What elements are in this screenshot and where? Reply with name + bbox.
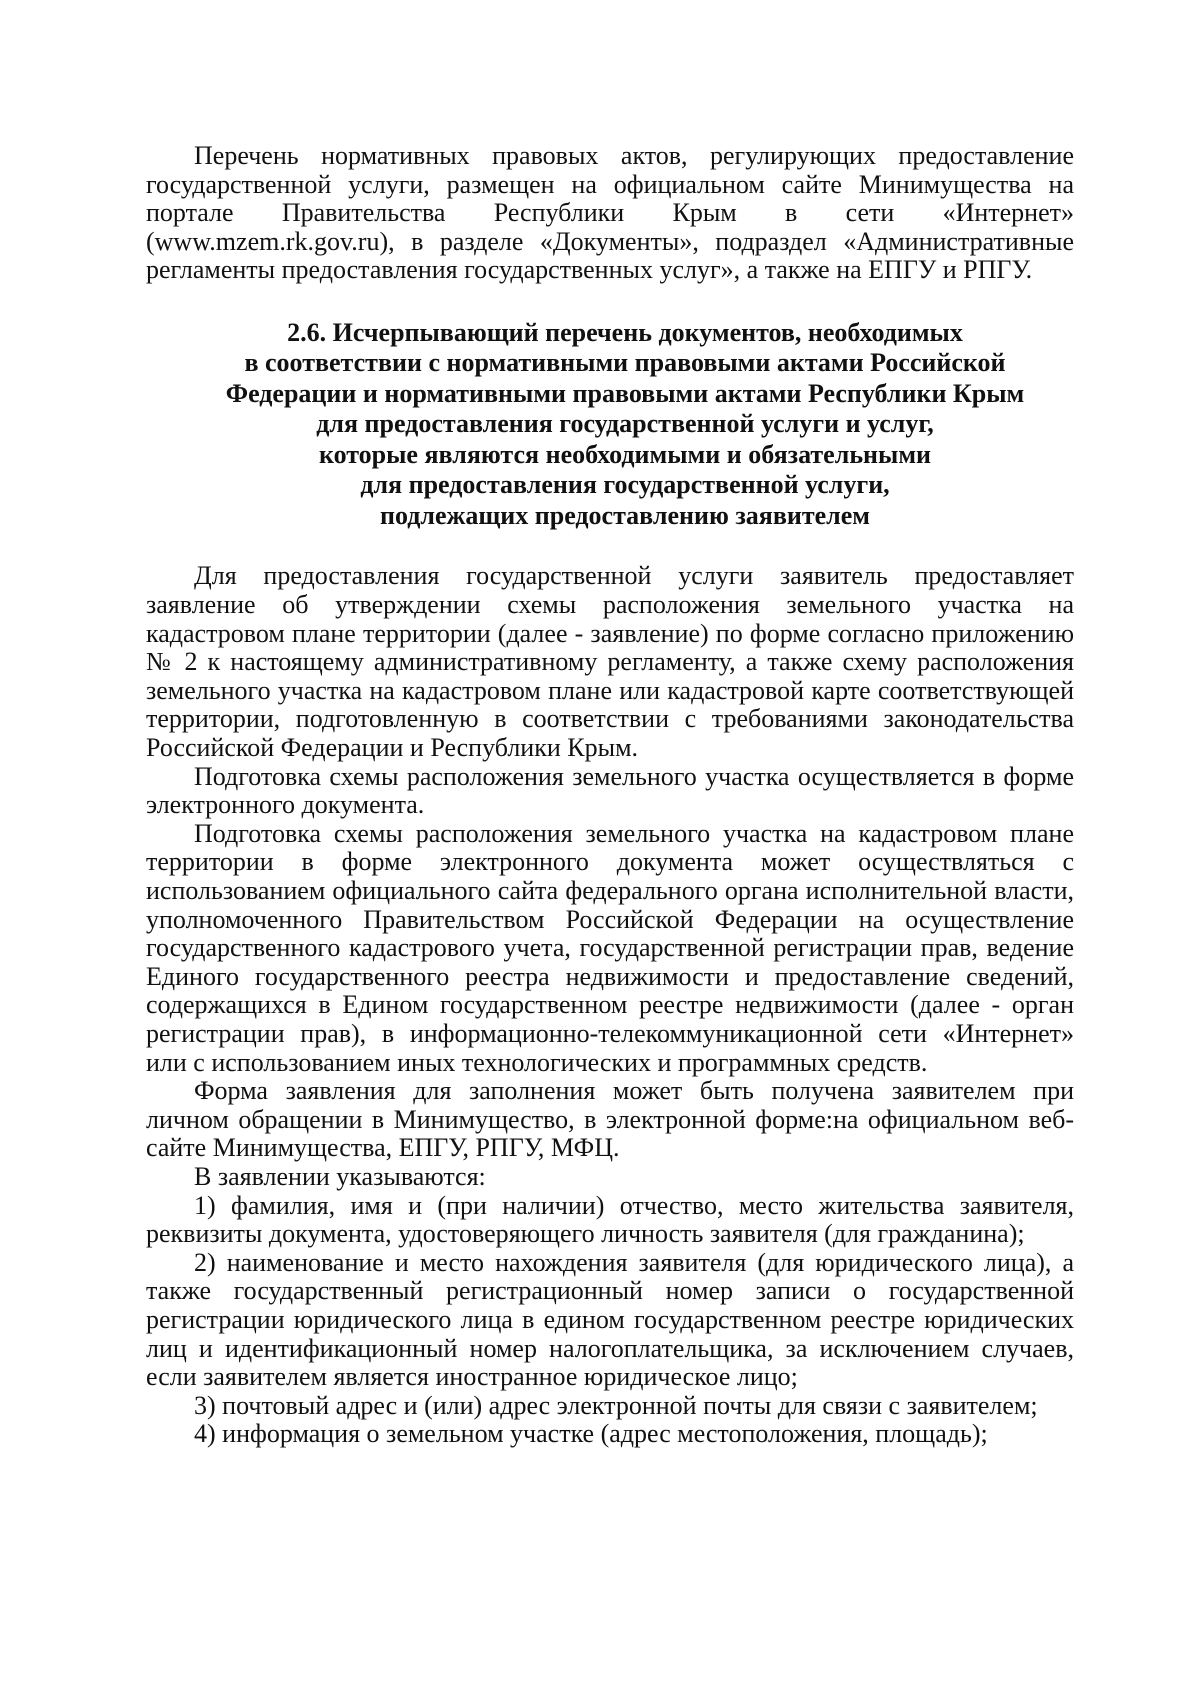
section-heading-line: 2.6. Исчерпывающий перечень документов, необходимых: [287, 317, 963, 347]
body-paragraph: Подготовка схемы расположения земельного участка на кадастровом плане территории в форме электронного документа может осуществляться с использованием официального сайта федерального органа исполнительной власти, уполномоченного Правительством Российской Федерации на осуществление государственного кадастрового учета, государственной регистрации прав, ведение Единого государственного реестра недвижимости и предоставление сведений, содержащихся в Едином государственном реестре недвижимости (далее - орган регистрации прав), в информационно-телекоммуникационной сети «Интернет» или с использованием иных технологических и программных средств.: [146, 818, 1074, 1077]
section-heading-line: для предоставления государственной услуги,: [360, 470, 890, 500]
list-item: 4) информация о земельном участке (адрес местоположения, площадь);: [194, 1419, 988, 1449]
section-heading-line: которые являются необходимыми и обязательными: [318, 439, 932, 469]
body-paragraph: Подготовка схемы расположения земельного участка осуществляется в форме электронного документа.: [146, 761, 1074, 820]
page-content: [146, 142, 1074, 1449]
section-heading-line: для предоставления государственной услуги и услуг,: [316, 409, 934, 439]
body-paragraph: Для предоставления государственной услуги заявитель предоставляет заявление об утверждении схемы расположения земельного участка на кадастровом плане территории (далее - заявление) по форме согласно приложению № 2 к настоящему административному регламенту, а также схему расположения земельного участка на кадастровом плане или кадастровой карте соответствующей территории, подготовленную в соответствии с требованиями законодательства Российской Федерации и Республики Крым.: [146, 561, 1074, 763]
section-heading-line: Федерации и нормативными правовыми актами Республики Крым: [225, 378, 1025, 408]
body-paragraph: Форма заявления для заполнения может быть получена заявителем при личном обращении в Минимущество, в электронной форме:на официальном веб-сайте Минимущества, ЕПГУ, РПГУ, МФЦ.: [146, 1076, 1074, 1163]
intro-paragraph: Перечень нормативных правовых актов, регулирующих предоставление государственной услуги, размещен на официальном сайте Минимущества на портале Правительства Республики Крым в сети «Интернет» (www.mzem.rk.gov.ru), в разделе «Документы», подраздел «Административные регламенты предоставления государственных услуг», а также на ЕПГУ и РПГУ.: [146, 141, 1074, 285]
section-heading-line: подлежащих предоставлению заявителем: [379, 500, 871, 530]
body-paragraph: В заявлении указываются:: [194, 1161, 486, 1191]
list-item: 1) фамилия, имя и (при наличии) отчество, место жительства заявителя, реквизиты документа, удостоверяющего личность заявителя (для гражданина);: [146, 1190, 1074, 1249]
list-item: 3) почтовый адрес и (или) адрес электронной почты для связи с заявителем;: [194, 1390, 1038, 1420]
section-heading-line: в соответствии с нормативными правовыми актами Российской: [244, 348, 1006, 378]
section-heading: [146, 318, 1074, 532]
list-item: 2) наименование и место нахождения заявителя (для юридического лица), а также государственный регистрационный номер записи о государственной регистрации юридического лица в едином государственном реестре юридических лиц и идентификационный номер налогоплательщика, за исключением случаев, если заявителем является иностранное юридическое лицо;: [146, 1247, 1074, 1392]
